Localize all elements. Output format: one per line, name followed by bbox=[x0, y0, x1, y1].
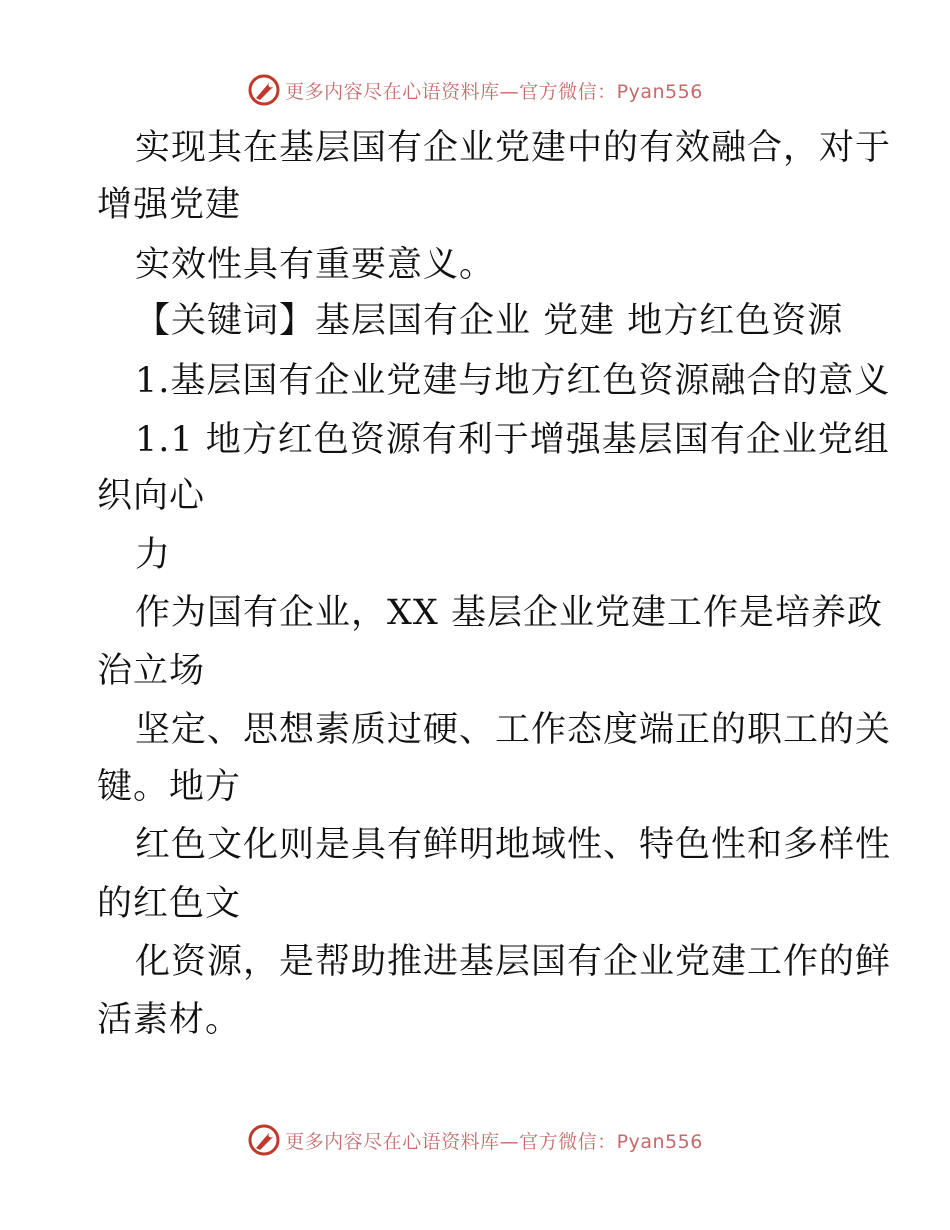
text-line: 化资源，是帮助推进基层国有企业党建工作的鲜 bbox=[135, 942, 892, 982]
text-line: 1.1 地方红色资源有利于增强基层国有企业党组 bbox=[135, 420, 890, 460]
text-line: 实效性具有重要意义。 bbox=[135, 245, 496, 285]
text-line: 坚定、思想素质过硬、工作态度端正的职工的关 bbox=[135, 710, 892, 750]
pen-logo-icon bbox=[247, 1123, 281, 1157]
text-line: 红色文化则是具有鲜明地域性、特色性和多样性 bbox=[135, 825, 892, 865]
footer-watermark bbox=[0, 1120, 950, 1160]
text-line: 增强党建 bbox=[97, 185, 242, 225]
text-line: 1.基层国有企业党建与地方红色资源融合的意义 bbox=[135, 361, 891, 401]
watermark-text: 更多内容尽在心语资料库—官方微信：Pyan556 bbox=[285, 1130, 703, 1153]
watermark-text: 更多内容尽在心语资料库—官方微信：Pyan556 bbox=[285, 80, 703, 103]
text-line: 治立场 bbox=[97, 651, 206, 691]
text-line: 活素材。 bbox=[97, 1000, 242, 1040]
text-line: 力 bbox=[135, 535, 172, 575]
text-line: 织向心 bbox=[97, 476, 206, 516]
text-line: 的红色文 bbox=[97, 884, 242, 924]
text-line: 实现其在基层国有企业党建中的有效融合，对于 bbox=[135, 128, 892, 168]
text-line: 【关键词】基层国有企业 党建 地方红色资源 bbox=[135, 301, 844, 341]
text-line: 作为国有企业，XX 基层企业党建工作是培养政 bbox=[135, 593, 883, 633]
text-line: 键。地方 bbox=[97, 767, 242, 807]
